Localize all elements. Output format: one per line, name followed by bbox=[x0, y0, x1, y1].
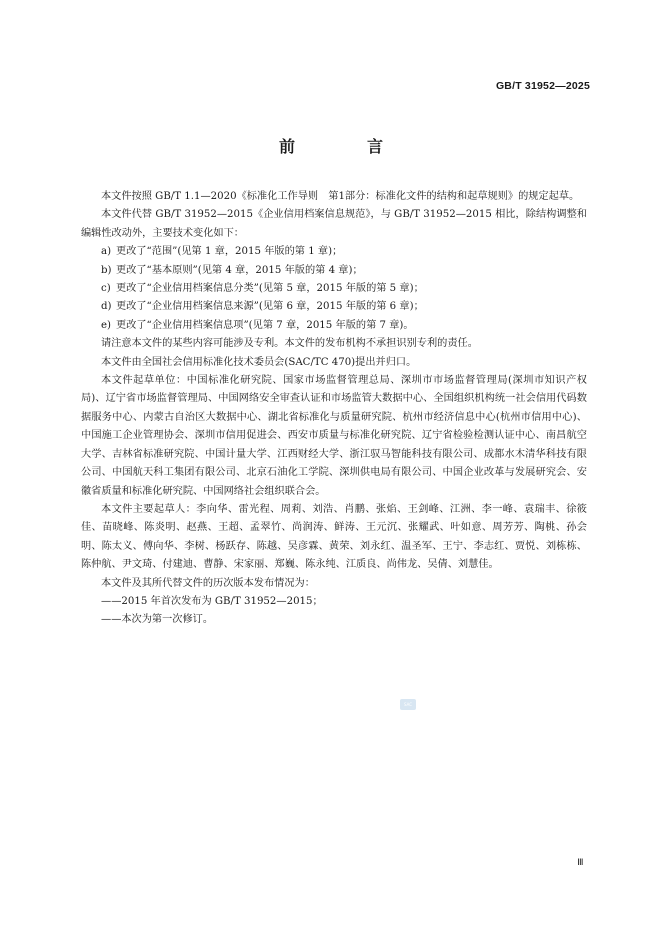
list-item-text: 更改了“范围”(见第 1 章，2015 年版的第 1 章)； bbox=[116, 246, 343, 258]
history-item: ——2015 年首次发布为 GB/T 31952—2015； bbox=[101, 595, 323, 607]
paragraph-proposer: 本文件由全国社会信用标准化技术委员会(SAC/TC 470)提出并归口。 bbox=[101, 356, 417, 368]
list-item-mark: c) bbox=[101, 283, 111, 295]
standard-code: GB/T 31952—2025 bbox=[495, 80, 590, 92]
page-title: 前 言 bbox=[278, 137, 411, 156]
paragraph-drafting-rules: 本文件按照 GB/T 1.1—2020《标准化工作导则 第1部分：标准化文件的结构和起草规则》的规定起草。 bbox=[101, 191, 580, 202]
paragraph-history-intro: 本文件及其所代替文件的历次版本发布情况为： bbox=[101, 577, 315, 589]
history-item: ——本次为第一次修订。 bbox=[101, 614, 214, 626]
paragraph-drafting-units: 本文件起草单位：中国标准化研究院、国家市场监督管理总局、深圳市市场监督管理局(深圳市知识产权局)、辽宁省市场监督管理局、中国网络安全审查认证和市场监管大数据中心、全国组织机构统一社会信用代码数据服务中心、内蒙古自治区大数据中心、湖北省标准化与质量研究院、杭州市经济信息中心(杭州市信用中心)、中国施工企业管理协会、深圳市信用促进会、西安市质量与标准化研究院、辽宁省检验检测认证中心、南昌航空大学、吉林省标准研究院、中国计量大学、江西财经大学、浙江驭马智能科技有限公司、成都水木清华科技有限公司、中国航天科工集团有限公司、北京石油化工学院、深圳供电局有限公司、中国企业改革与发展研究会、安徽省质量和标准化研究院、中国网络社会组织联合会。 bbox=[81, 375, 587, 497]
list-item bbox=[81, 298, 587, 316]
document-body bbox=[81, 188, 587, 630]
list-item-text: 更改了“企业信用档案信息来源”(见第 6 章，2015 年版的第 6 章)； bbox=[116, 301, 424, 313]
list-item bbox=[81, 317, 587, 335]
list-item-mark: e) bbox=[101, 319, 112, 331]
paragraph-patent-notice: 请注意本文件的某些内容可能涉及专利。本文件的发布机构不承担识别专利的责任。 bbox=[101, 338, 478, 350]
list-item-text: 更改了“企业信用档案信息分类”(见第 5 章，2015 年版的第 5 章)； bbox=[116, 283, 424, 295]
list-item-mark: d) bbox=[101, 301, 112, 313]
list-item-text: 更改了“基本原则”(见第 4 章，2015 年版的第 4 章)； bbox=[116, 264, 363, 276]
list-item bbox=[81, 280, 587, 298]
page-number: Ⅲ bbox=[577, 858, 583, 868]
list-item-text: 更改了“企业信用档案信息项”(见第 7 章，2015 年版的第 7 章)。 bbox=[116, 319, 414, 331]
list-item bbox=[81, 243, 587, 261]
paragraph-drafters: 本文件主要起草人：李向华、雷光程、周莉、刘浩、肖鹏、张焰、王剑峰、江洲、李一峰、袁瑞丰、徐筱佳、苗晓峰、陈炎明、赵燕、王超、孟翠竹、尚润涛、鲜涛、王元沉、张耀武、叶如意、周芳芳、陶桃、孙会明、陈太义、傅向华、李树、杨跃存、陈越、吴彦霖、黄荣、刘永红、温圣军、王宁、李志红、贾悦、刘栋栋、陈仲航、尹文琦、付建迪、曹静、宋家丽、郑巍、陈永纯、江质良、尚伟龙、吴倩、刘慧佳。 bbox=[81, 503, 587, 571]
list-item bbox=[81, 262, 587, 280]
list-item-mark: b) bbox=[101, 264, 112, 276]
list-item-mark: a) bbox=[101, 246, 112, 258]
sac-watermark-logo: SAC bbox=[400, 699, 416, 710]
paragraph-replacement: 本文件代替 GB/T 31952—2015《企业信用档案信息规范》，与 GB/T 31952—2015 相比，除结构调整和编辑性改动外，主要技术变化如下： bbox=[81, 209, 587, 239]
